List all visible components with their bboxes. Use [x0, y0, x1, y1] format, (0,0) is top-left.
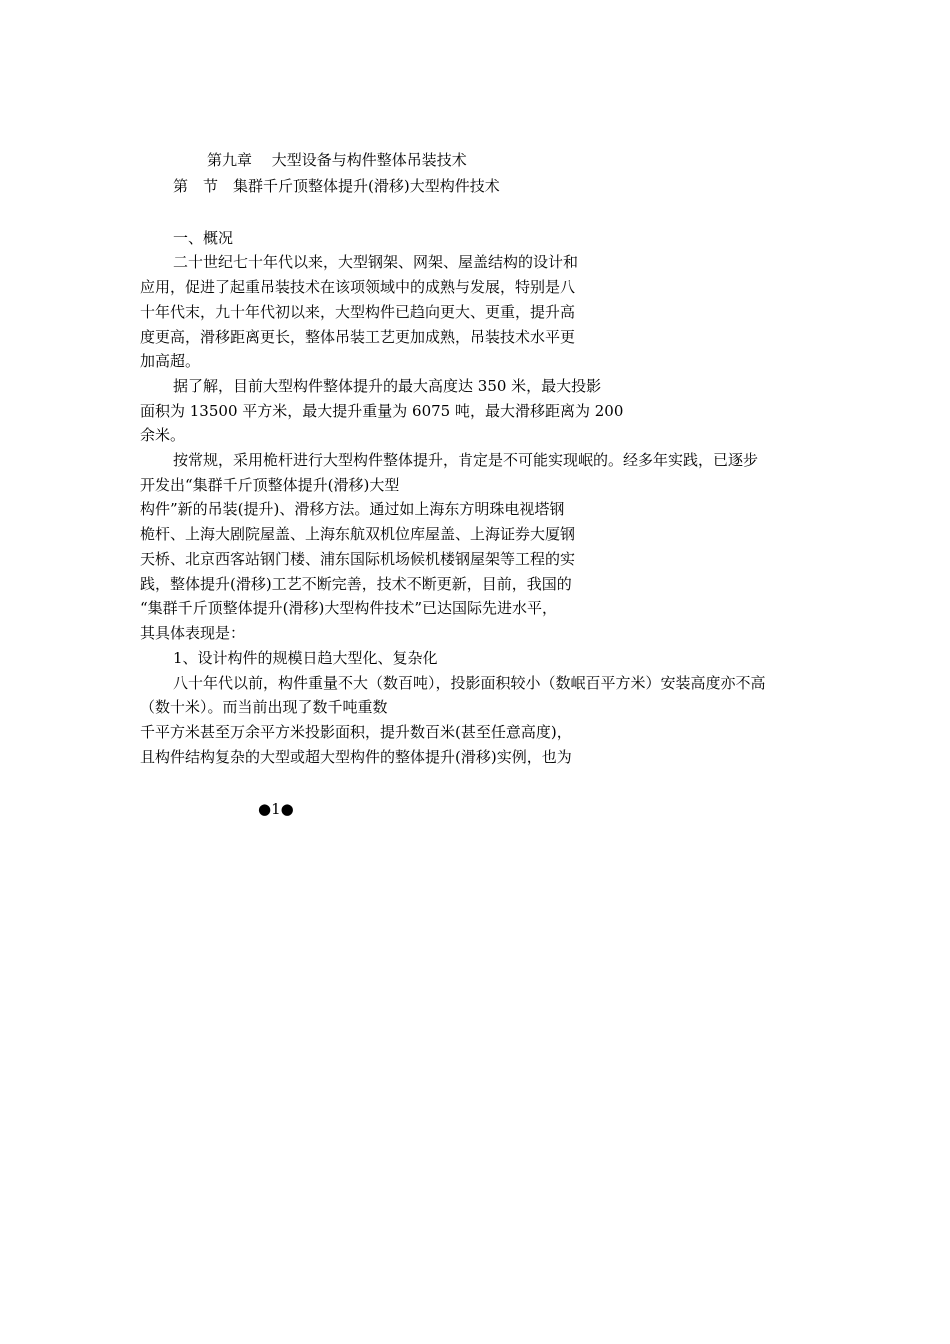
- paragraph-line: 十年代末，九十年代初以来，大型构件已趋向更大、更重，提升高: [140, 303, 576, 321]
- paragraph-line: 践，整体提升(滑移)工艺不断完善，技术不断更新，目前，我国的: [140, 575, 572, 593]
- paragraph-line: 应用，促进了起重吊装技术在该项领域中的成熟与发展，特别是八: [140, 278, 576, 296]
- item-1-title: 1、设计构件的规模日趋大型化、复杂化: [173, 649, 438, 667]
- paragraph-line: （数十米）。而当前出现了数千吨重数: [140, 698, 388, 716]
- subheading-overview: 一、概况: [173, 229, 234, 247]
- paragraph-line: 天桥、北京西客站钢门楼、浦东国际机场候机楼钢屋架等工程的实: [140, 550, 576, 568]
- paragraph-line: 其具体表现是：: [140, 624, 246, 642]
- paragraph-line: 按常规，采用桅杆进行大型构件整体提升，肯定是不可能实现岷的。经多年实践，已逐步: [173, 451, 759, 469]
- paragraph-line: 据了解，目前大型构件整体提升的最大高度达 350 米，最大投影: [173, 377, 602, 395]
- paragraph-line: 余米。: [140, 426, 186, 444]
- paragraph-line: 二十世纪七十年代以来，大型钢架、网架、屋盖结构的设计和: [173, 253, 579, 271]
- paragraph-line: 度更高，滑移距离更长，整体吊装工艺更加成熟，吊装技术水平更: [140, 328, 576, 346]
- paragraph-line: 开发出“集群千斤顶整体提升(滑移)大型: [140, 476, 400, 494]
- paragraph-line: 构件”新的吊装(提升)、滑移方法。通过如上海东方明珠电视塔钢: [140, 500, 565, 518]
- paragraph-line: 千平方米甚至万余平方米投影面积，提升数百米(甚至任意高度)，: [140, 723, 572, 741]
- paragraph-line: 面积为 13500 平方米，最大提升重量为 6075 吨，最大滑移距离为 200: [140, 402, 624, 420]
- section-title: 第 节 集群千斤顶整体提升(滑移)大型构件技术: [173, 177, 500, 195]
- page-number: ●1●: [258, 800, 294, 818]
- paragraph-line: 八十年代以前，构件重量不大（数百吨），投影面积较小（数岷百平方米）安装高度亦不高: [173, 674, 766, 692]
- chapter-title: 第九章 大型设备与构件整体吊装技术: [207, 151, 467, 169]
- paragraph-line: 加高超。: [140, 352, 201, 370]
- paragraph-line: “集群千斤顶整体提升(滑移)大型构件技术”已达国际先进水平，: [140, 599, 558, 617]
- paragraph-line: 桅杆、上海大剧院屋盖、上海东航双机位库屋盖、上海证券大厦钢: [140, 525, 576, 543]
- paragraph-line: 且构件结构复杂的大型或超大型构件的整体提升(滑移)实例，也为: [140, 748, 572, 766]
